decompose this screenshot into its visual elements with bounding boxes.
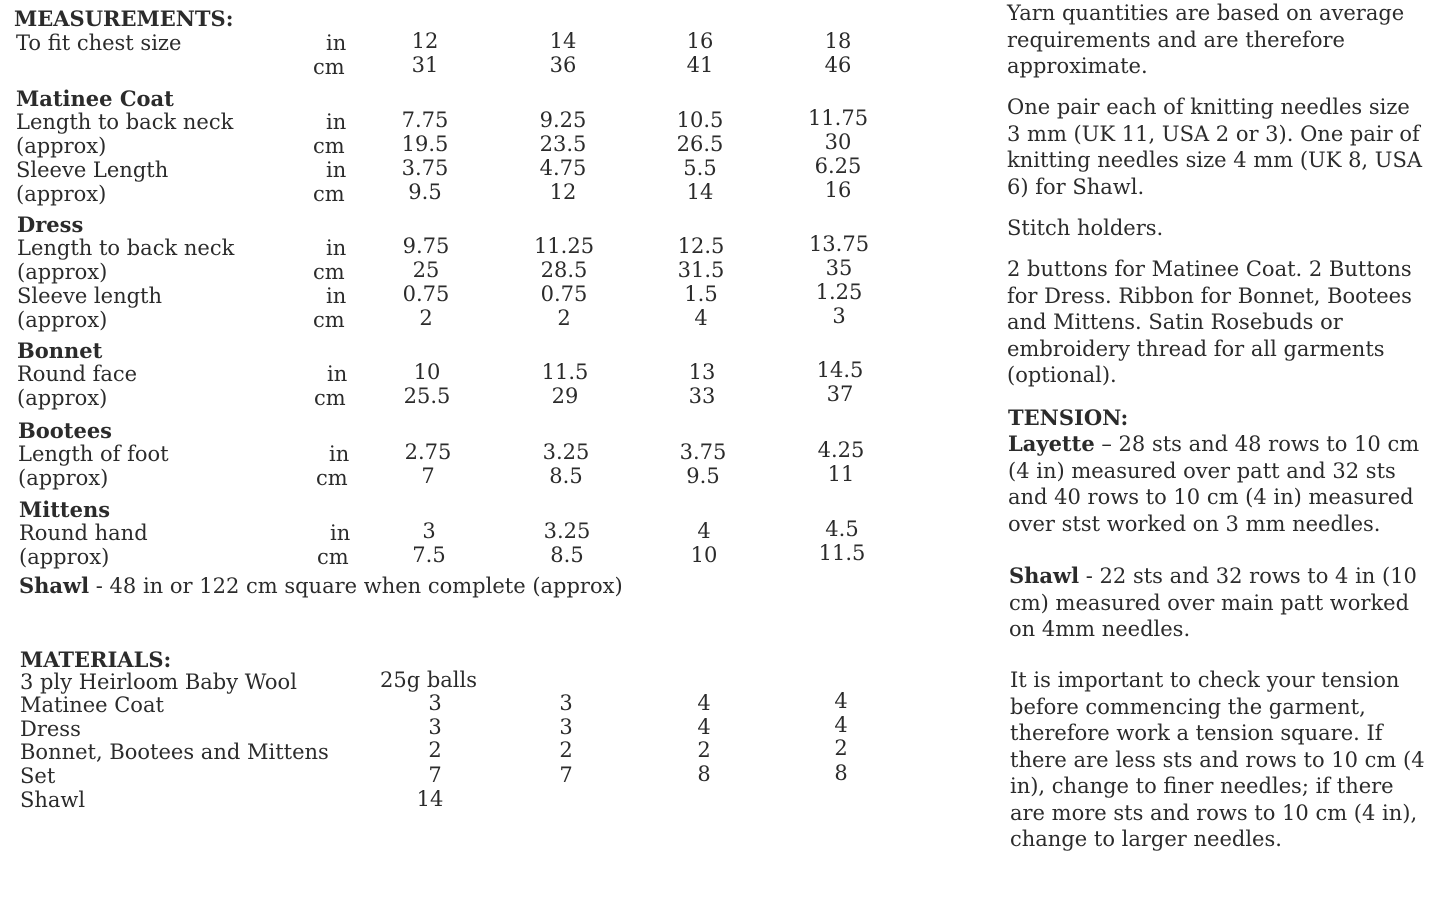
chest-in-value: 16: [686, 29, 714, 53]
measure-label: (approx): [17, 386, 108, 410]
measure-value: 11.5: [818, 541, 866, 565]
measure-value: 4: [697, 519, 711, 543]
measure-unit: in: [330, 521, 351, 545]
material-value: 8: [834, 761, 848, 785]
measure-value: 10: [413, 360, 441, 384]
measure-value: 23.5: [539, 132, 587, 156]
measure-label: Length to back neck: [16, 110, 234, 134]
material-label: Bonnet, Bootees and Mittens: [20, 740, 329, 764]
measure-value: 25.5: [403, 384, 451, 408]
measure-value: 1.5: [684, 282, 718, 306]
material-value: 7: [428, 763, 442, 787]
note-stitch-holders: Stitch holders.: [1007, 216, 1164, 240]
measure-label: Length to back neck: [17, 236, 235, 260]
material-value: 2: [559, 738, 573, 762]
measure-unit: cm: [313, 182, 345, 206]
measure-value: 2.75: [404, 440, 452, 464]
material-value: 3: [428, 715, 442, 739]
measure-value: 12.5: [677, 234, 725, 258]
measure-value: 11.25: [533, 234, 595, 258]
chest-in-value: 12: [411, 29, 439, 53]
measure-unit: cm: [316, 466, 348, 490]
measure-value: 3.75: [679, 440, 727, 464]
chest-cm-value: 41: [686, 53, 714, 77]
shawl-tension-label: Shawl: [1009, 563, 1080, 588]
material-value: 4: [697, 691, 711, 715]
measure-unit: in: [326, 284, 347, 308]
measure-value: 4.75: [539, 156, 587, 180]
measure-value: 28.5: [540, 258, 588, 282]
shawl-text: - 48 in or 122 cm square when complete (approx): [89, 574, 623, 598]
measurements-heading: MEASUREMENTS:: [14, 6, 234, 31]
measure-value: 11.5: [541, 360, 589, 384]
measure-unit: in: [326, 158, 347, 182]
chest-cm-value: 31: [411, 53, 439, 77]
measure-value: 25: [412, 258, 440, 282]
measure-value: 13: [688, 360, 716, 384]
measure-value: 19.5: [401, 132, 449, 156]
garment-title-matinee-coat: Matinee Coat: [16, 86, 174, 111]
material-value: 4: [834, 713, 848, 737]
measure-label: (approx): [17, 260, 108, 284]
measure-value: 14: [686, 180, 714, 204]
measure-value: 29: [551, 384, 579, 408]
measure-value: 1.25: [815, 280, 863, 304]
measure-value: 3.25: [542, 440, 590, 464]
note-shawl-tension: [1009, 563, 1421, 643]
garment-title-mittens: Mittens: [19, 497, 111, 522]
material-value: 2: [697, 738, 711, 762]
measure-value: 37: [826, 382, 854, 406]
measure-value: 2: [557, 306, 571, 330]
measure-value: 12: [549, 180, 577, 204]
material-value: 2: [428, 738, 442, 762]
measure-label: (approx): [19, 545, 110, 569]
material-value: 8: [697, 762, 711, 786]
measure-label: Sleeve length: [17, 284, 163, 308]
measure-unit: cm: [317, 545, 349, 569]
measure-label: (approx): [16, 134, 107, 158]
measure-value: 9.75: [402, 234, 450, 258]
measure-label: (approx): [17, 308, 108, 332]
garment-title-bootees: Bootees: [18, 418, 113, 443]
chest-cm-value: 36: [549, 53, 577, 77]
material-label: Shawl: [20, 788, 86, 812]
measure-unit: in: [326, 110, 347, 134]
note-layette-tension: [1008, 431, 1420, 537]
measure-label: (approx): [18, 466, 109, 490]
measure-value: 7.75: [401, 108, 449, 132]
measure-value: 2: [419, 306, 433, 330]
shawl-tension-text: - 22 sts and 32 rows to 4 in (10 cm) measured over main patt worked on 4mm needles.: [1009, 564, 1417, 641]
measure-label: Round face: [17, 362, 138, 386]
chest-in-value: 14: [549, 29, 577, 53]
chest-label: To fit chest size: [16, 31, 182, 55]
note-yarn-quantities: Yarn quantities are based on average requirements and are therefore approximate.: [1007, 1, 1405, 78]
measure-value: 0.75: [540, 282, 588, 306]
measure-value: 9.5: [408, 180, 442, 204]
measure-value: 7.5: [412, 543, 446, 567]
unit-cm: cm: [313, 55, 345, 79]
materials-heading: MATERIALS:: [20, 647, 172, 672]
measure-unit: cm: [313, 134, 345, 158]
measure-label: Length of foot: [18, 442, 169, 466]
material-label: Set: [20, 764, 56, 788]
measure-value: 3: [832, 304, 846, 328]
measure-unit: cm: [313, 308, 345, 332]
measure-unit: cm: [314, 386, 346, 410]
measure-value: 9.25: [539, 108, 587, 132]
measure-value: 8.5: [550, 543, 584, 567]
note-buttons: 2 buttons for Matinee Coat. 2 Buttons for Dress. Ribbon for Bonnet, Bootees and Mittens. Satin Rosebuds or embroidery thread for all garments (optional).: [1007, 257, 1412, 387]
garment-title-dress: Dress: [17, 212, 84, 237]
layette-label: Layette: [1008, 431, 1095, 456]
measure-value: 14.5: [816, 358, 864, 382]
measure-unit: in: [326, 236, 347, 260]
measure-value: 16: [824, 178, 852, 202]
measure-label: (approx): [16, 182, 107, 206]
chest-cm-value: 46: [824, 53, 852, 77]
material-value: 3: [559, 691, 573, 715]
shawl-measurement: [19, 575, 623, 597]
yarn-unit: 25g balls: [380, 668, 478, 692]
note-needles: One pair each of knitting needles size 3 mm (UK 11, USA 2 or 3). One pair of knitting needles size 4 mm (UK 8, USA 6) for Shawl.: [1007, 95, 1423, 199]
tension-heading: TENSION:: [1008, 405, 1129, 430]
measure-value: 30: [824, 130, 852, 154]
measure-value: 10: [690, 543, 718, 567]
yarn-label: 3 ply Heirloom Baby Wool: [20, 670, 297, 694]
measure-value: 33: [688, 384, 716, 408]
material-value: 14: [416, 787, 444, 811]
measure-value: 8.5: [549, 464, 583, 488]
material-value: 4: [834, 689, 848, 713]
measure-label: Round hand: [19, 521, 148, 545]
measure-unit: cm: [313, 260, 345, 284]
measure-value: 9.5: [686, 464, 720, 488]
measure-value: 26.5: [676, 132, 724, 156]
garment-title-bonnet: Bonnet: [17, 338, 103, 363]
measure-value: 5.5: [683, 156, 717, 180]
measure-value: 13.75: [808, 232, 870, 256]
measure-value: 0.75: [402, 282, 450, 306]
material-value: 4: [697, 715, 711, 739]
measure-value: 35: [825, 256, 853, 280]
material-value: 2: [834, 736, 848, 760]
measure-value: 6.25: [814, 154, 862, 178]
shawl-label: Shawl: [19, 573, 90, 598]
unit-in: in: [326, 31, 347, 55]
material-label: Dress: [20, 717, 81, 741]
measure-unit: in: [327, 362, 348, 386]
measure-value: 11: [827, 462, 855, 486]
material-label: Matinee Coat: [20, 693, 164, 717]
layette-text: – 28 sts and 48 rows to 10 cm (4 in) measured over patt and 32 sts and 40 rows to 10 cm (4 in) measured over stst worked on 3 mm needles.: [1008, 432, 1420, 536]
material-value: 3: [428, 691, 442, 715]
measure-value: 4.25: [817, 438, 865, 462]
material-value: 3: [559, 715, 573, 739]
measure-value: 31.5: [677, 258, 725, 282]
chest-in-value: 18: [824, 29, 852, 53]
measure-value: 3: [422, 519, 436, 543]
measure-value: 4: [694, 306, 708, 330]
material-value: 7: [559, 763, 573, 787]
measure-value: 3.25: [543, 519, 591, 543]
measure-value: 10.5: [676, 108, 724, 132]
measure-label: Sleeve Length: [16, 158, 169, 182]
measure-value: 3.75: [401, 156, 449, 180]
note-check-tension: It is important to check your tension before commencing the garment, therefore work a tension square. If there are less sts and rows to 10 cm (4 in), change to finer needles; if there are more sts and rows to 10 cm (4 in), change to larger needles.: [1010, 668, 1425, 851]
measure-unit: in: [329, 442, 350, 466]
measure-value: 7: [421, 464, 435, 488]
measure-value: 4.5: [825, 517, 859, 541]
measure-value: 11.75: [807, 106, 869, 130]
